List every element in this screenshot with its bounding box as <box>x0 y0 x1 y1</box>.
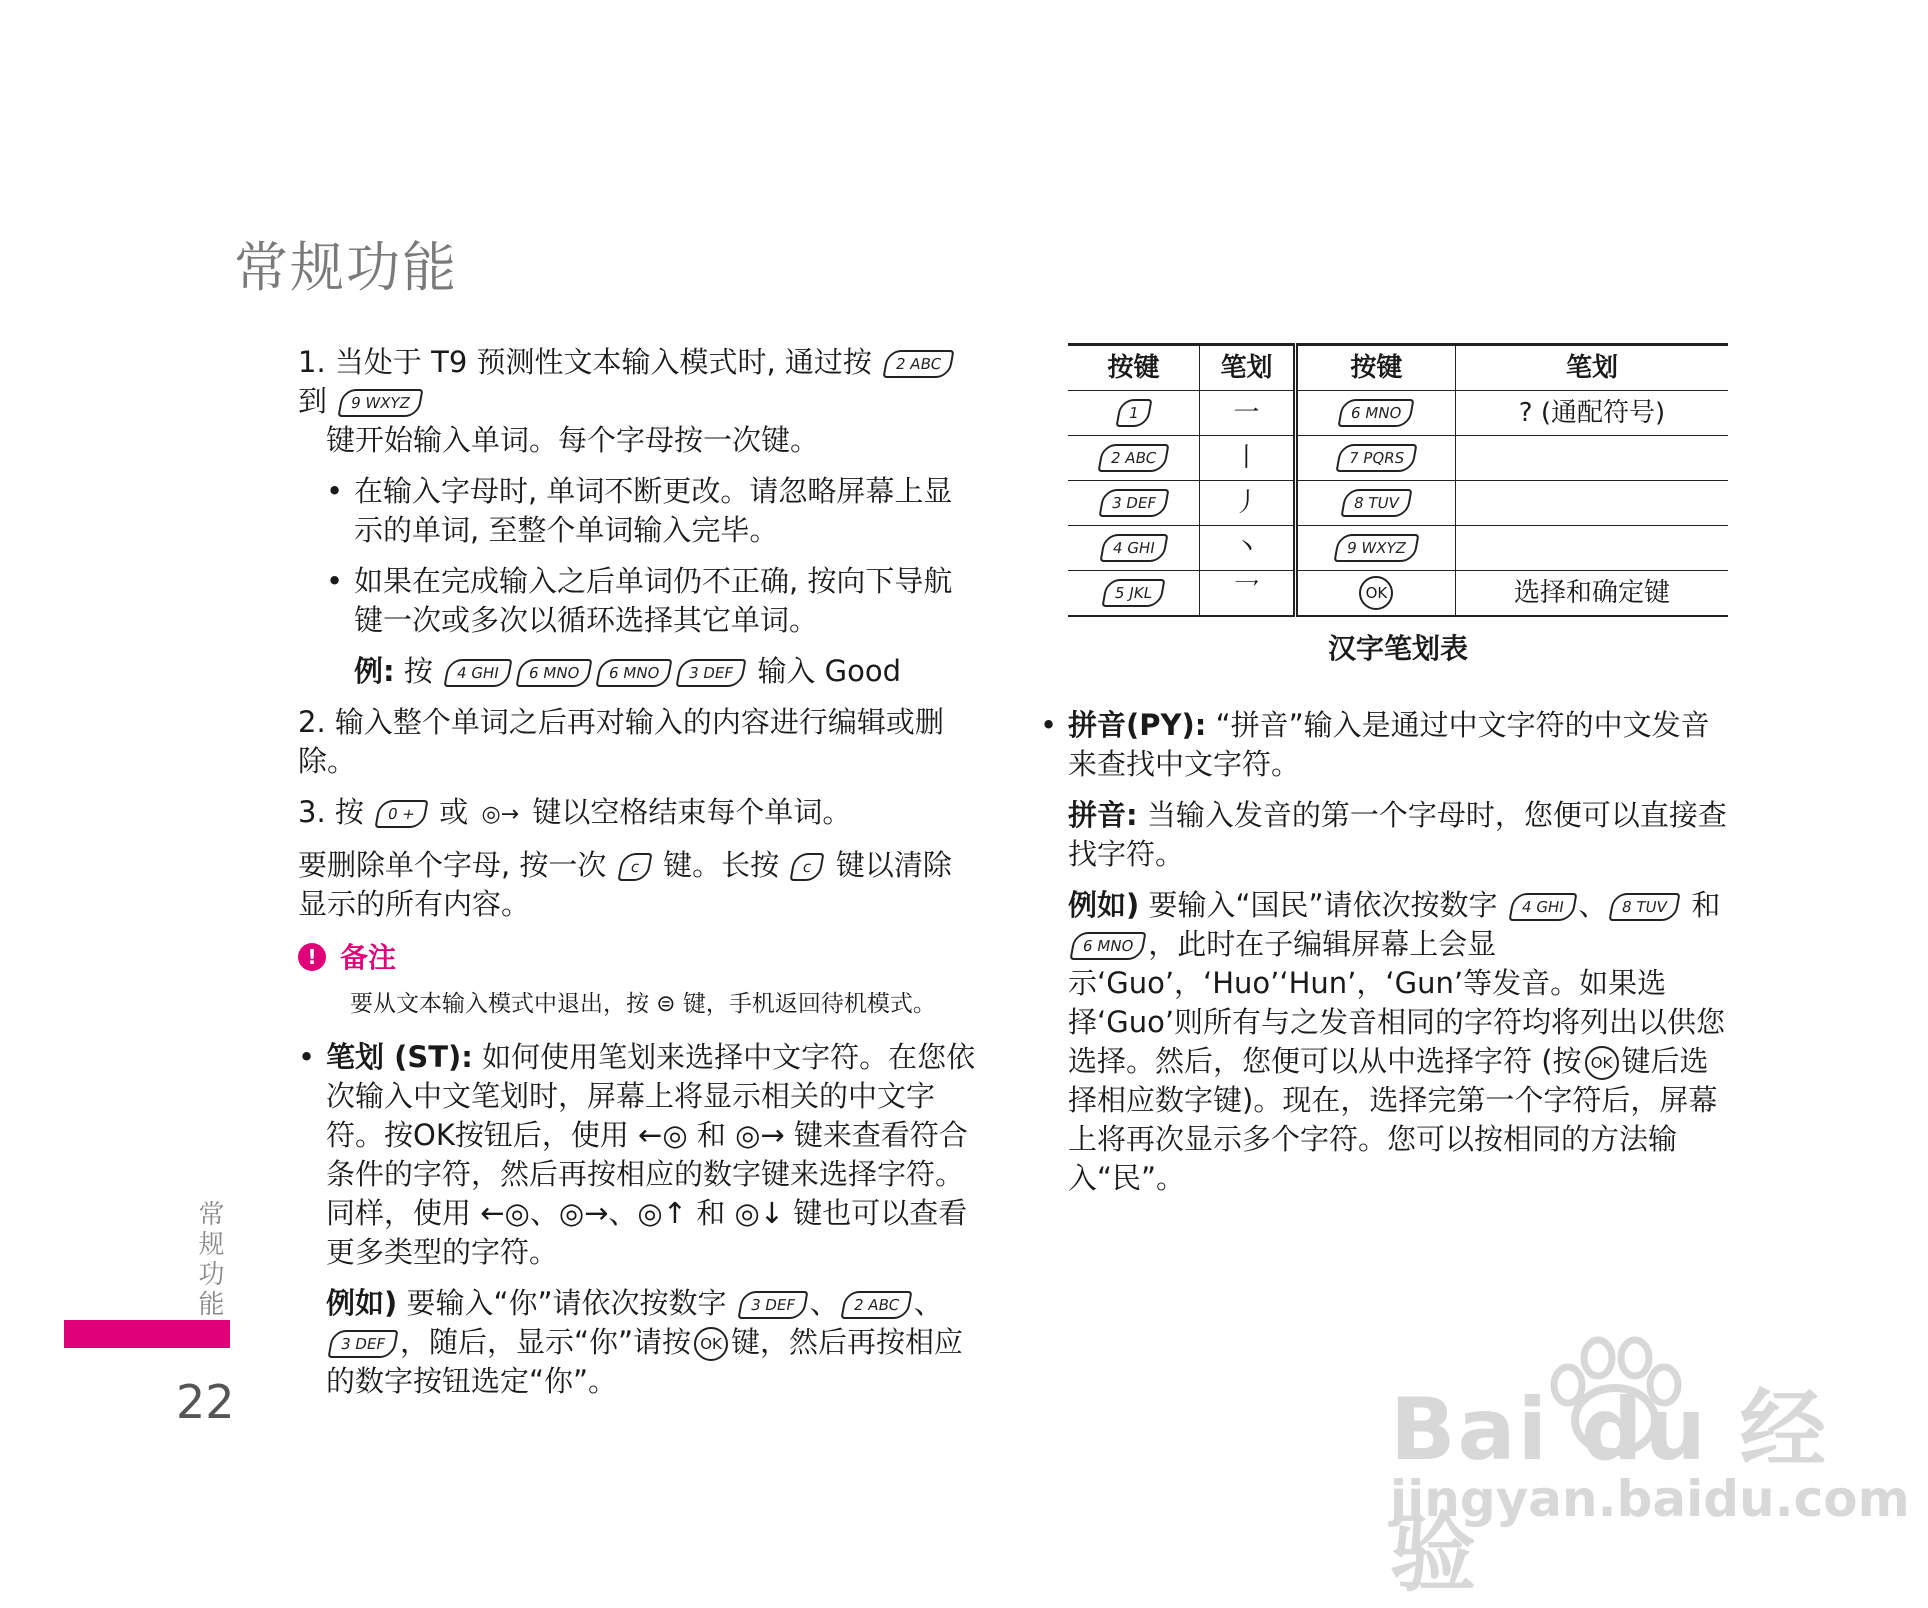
stroke-example-mid: ，随后，显示“你”请按 <box>399 1324 692 1359</box>
table-cell-stroke <box>1455 526 1728 571</box>
example-pre: 按 <box>403 654 433 688</box>
bullet-word-cycle: • 如果在完成输入之后单词仍不正确, 按向下导航键一次或多次以循环选择其它单词。 <box>326 562 978 640</box>
table-row <box>1068 391 1728 436</box>
table-row <box>1068 481 1728 526</box>
table-cell-key <box>1295 571 1455 617</box>
key-4-icon: 4 GHI <box>444 659 513 687</box>
table-cell-stroke <box>1455 436 1728 481</box>
pinyin-example-label: 例如) <box>1068 888 1140 922</box>
watermark-brand: Bai du 经验 <box>1390 1380 1828 1604</box>
pinyin-example-pre: 要输入“国民”请依次按数字 <box>1148 888 1498 922</box>
step-1 <box>298 343 978 460</box>
table-cell-stroke: ? (通配符号) <box>1455 391 1728 436</box>
pinyin-example-sep: 、 <box>1578 888 1608 922</box>
delete-text-3: 键以清除显示的所有内容。 <box>298 847 952 921</box>
key-4-icon: 4 GHI <box>1099 534 1168 562</box>
table-cell-stroke: 丶 <box>1200 526 1296 571</box>
key-7-icon: 7 PQRS <box>1335 444 1417 472</box>
pinyin-example <box>1040 886 1730 1198</box>
table-cell-stroke: 一 <box>1200 391 1296 436</box>
key-5-icon: 5 JKL <box>1102 579 1166 607</box>
ok-key-icon: OK <box>694 1327 728 1361</box>
table-cell-key <box>1295 481 1455 526</box>
step-3 <box>298 793 978 834</box>
key-6-icon: 6 MNO <box>1070 932 1147 960</box>
pinyin-body: “拼音”输入是通过中文字符的中文发音来查找中文字符。 <box>1068 708 1710 781</box>
bullet-word-change: • 在输入字母时, 单词不断更改。请忽略屏幕上显示的单词, 至整个单词输入完毕。 <box>326 472 978 550</box>
side-section-label: 常规功能 <box>194 1200 224 1320</box>
table-cell-stroke <box>1455 481 1728 526</box>
exclamation-icon: ! <box>298 943 326 971</box>
key-c-icon: c <box>790 853 825 881</box>
step-1-text: 1. 当处于 T9 预测性文本输入模式时, 通过按 <box>298 345 872 379</box>
nav-right-icon: ◎→ <box>481 801 520 827</box>
table-header: 按键 <box>1295 345 1455 391</box>
table-cell-key <box>1068 391 1200 436</box>
table-cell-key <box>1068 436 1200 481</box>
table-row <box>1068 526 1728 571</box>
page-title: 常规功能 <box>234 236 458 299</box>
pinyin-title: 拼音(PY): <box>1068 708 1207 742</box>
key-2-icon: 2 ABC <box>883 350 955 378</box>
key-6-icon: 6 MNO <box>596 659 673 687</box>
delete-text-1: 要删除单个字母, 按一次 <box>298 847 607 882</box>
example-good <box>298 652 978 691</box>
pinyin-example-body-2: 键后选择相应数字键)。现在，选择完第一个字符后，屏幕上将再次显示多个字符。您可以按相同的方法输入“民”。 <box>1068 1044 1718 1195</box>
delete-text-2: 键。长按 <box>663 847 780 882</box>
delete-instructions <box>298 846 978 924</box>
table-cell-stroke: 丿 <box>1200 481 1296 526</box>
table-cell-key <box>1295 391 1455 436</box>
key-6-icon: 6 MNO <box>1338 399 1415 427</box>
step-2: 2. 输入整个单词之后再对输入的内容进行编辑或删除。 <box>298 705 944 778</box>
stroke-table <box>1068 343 1728 617</box>
table-row <box>1068 436 1728 481</box>
ok-key-icon: OK <box>1359 576 1393 610</box>
table-cell-key <box>1068 571 1200 617</box>
stroke-example-label: 例如) <box>326 1285 398 1320</box>
step-1-to: 到 <box>298 384 328 418</box>
step-3-or: 或 <box>439 795 469 829</box>
left-column <box>298 343 978 1401</box>
key-0-icon: 0 + <box>375 800 429 828</box>
key-6-icon: 6 MNO <box>515 659 592 687</box>
watermark-url: jingyan.baidu.com <box>1390 1470 1910 1528</box>
stroke-title: 笔划 (ST): <box>326 1039 473 1074</box>
step-3-pre: 3. 按 <box>298 795 364 829</box>
table-header: 按键 <box>1068 345 1200 391</box>
key-1-icon: 1 <box>1115 399 1151 427</box>
key-4-icon: 4 GHI <box>1508 893 1577 921</box>
bullet-stroke-input <box>298 1038 978 1272</box>
baidu-watermark <box>1390 1330 1910 1604</box>
note-heading <box>298 938 978 977</box>
stroke-body: 如何使用笔划来选择中文字符。在您依次输入中文笔划时，屏幕上将显示相关的中文字符。按OK按钮后，使用 ←◎ 和 ◎→ 键来查看符合条件的字符，然后再按相应的数字键来选择字符。同样，使用 ←◎、◎→、◎↑ 和 ◎↓ 键也可以查看更多类型的字符。 <box>326 1039 976 1269</box>
page-number: 22 <box>176 1375 235 1429</box>
key-9-icon: 9 WXYZ <box>1334 534 1420 562</box>
right-column <box>1040 343 1730 1198</box>
key-3-icon: 3 DEF <box>676 659 747 687</box>
key-2-icon: 2 ABC <box>1098 444 1170 472</box>
stroke-example-post: 键，然后再按相应的数字按钮选定“你”。 <box>326 1324 964 1398</box>
table-caption: 汉字笔划表 <box>1327 632 1468 665</box>
table-cell-stroke: 丨 <box>1200 436 1296 481</box>
key-2-icon: 2 ABC <box>840 1291 912 1319</box>
example-post: 输入 Good <box>757 654 902 688</box>
key-3-icon: 3 DEF <box>1098 489 1169 517</box>
pinyin-sub-body: 当输入发音的第一个字母时，您便可以直接查找字符。 <box>1068 798 1727 871</box>
step-1-post: 键开始输入单词。每个字母按一次键。 <box>326 423 820 457</box>
key-8-icon: 8 TUV <box>1341 489 1413 517</box>
ok-key-icon: OK <box>1585 1046 1619 1080</box>
note-body: 要从文本输入模式中退出，按 ⊜ 键，手机返回待机模式。 <box>350 990 936 1017</box>
stroke-example-pre: 要输入“你”请依次按数字 <box>406 1285 727 1320</box>
key-3-icon: 3 DEF <box>328 1330 399 1358</box>
table-cell-key <box>1295 436 1455 481</box>
table-cell-key <box>1295 526 1455 571</box>
section-color-bar <box>64 1320 230 1348</box>
table-row <box>1068 571 1728 617</box>
table-header: 笔划 <box>1200 345 1296 391</box>
key-c-icon: c <box>617 853 652 881</box>
pinyin-sub <box>1040 796 1730 874</box>
stroke-example: 例如) 要输入“你”请依次按数字 3 DEF 、 2 ABC 、3 DEF ，随后，显示“你”请按 OK 键，然后再按相应的数字按钮选定“你”。 <box>326 1285 964 1398</box>
table-header: 笔划 <box>1455 345 1728 391</box>
step-3-post: 键以空格结束每个单词。 <box>532 795 852 829</box>
key-8-icon: 8 TUV <box>1609 893 1681 921</box>
table-cell-key <box>1068 481 1200 526</box>
table-cell-key <box>1068 526 1200 571</box>
key-9-icon: 9 WXYZ <box>338 389 424 417</box>
note-title: 备注 <box>340 940 397 974</box>
pinyin-example-body-1: ，此时在子编辑屏幕上会显示‘Guo’，‘Huo’‘Hun’，‘Gun’等发音。如果选择‘Guo’则所有与之发音相同的字符均将列出以供您选择。然后，您便可以从中选择字符 (按 <box>1068 927 1726 1078</box>
key-3-icon: 3 DEF <box>737 1291 808 1319</box>
table-cell-stroke: 选择和确定键 <box>1455 571 1728 617</box>
bullet-pinyin-input <box>1040 706 1730 784</box>
pinyin-example-and: 和 <box>1691 888 1721 922</box>
pinyin-sub-label: 拼音: <box>1068 798 1138 832</box>
table-header-row <box>1068 345 1728 391</box>
table-cell-stroke: 乛 <box>1200 571 1296 617</box>
example-label: 例: <box>354 654 395 688</box>
